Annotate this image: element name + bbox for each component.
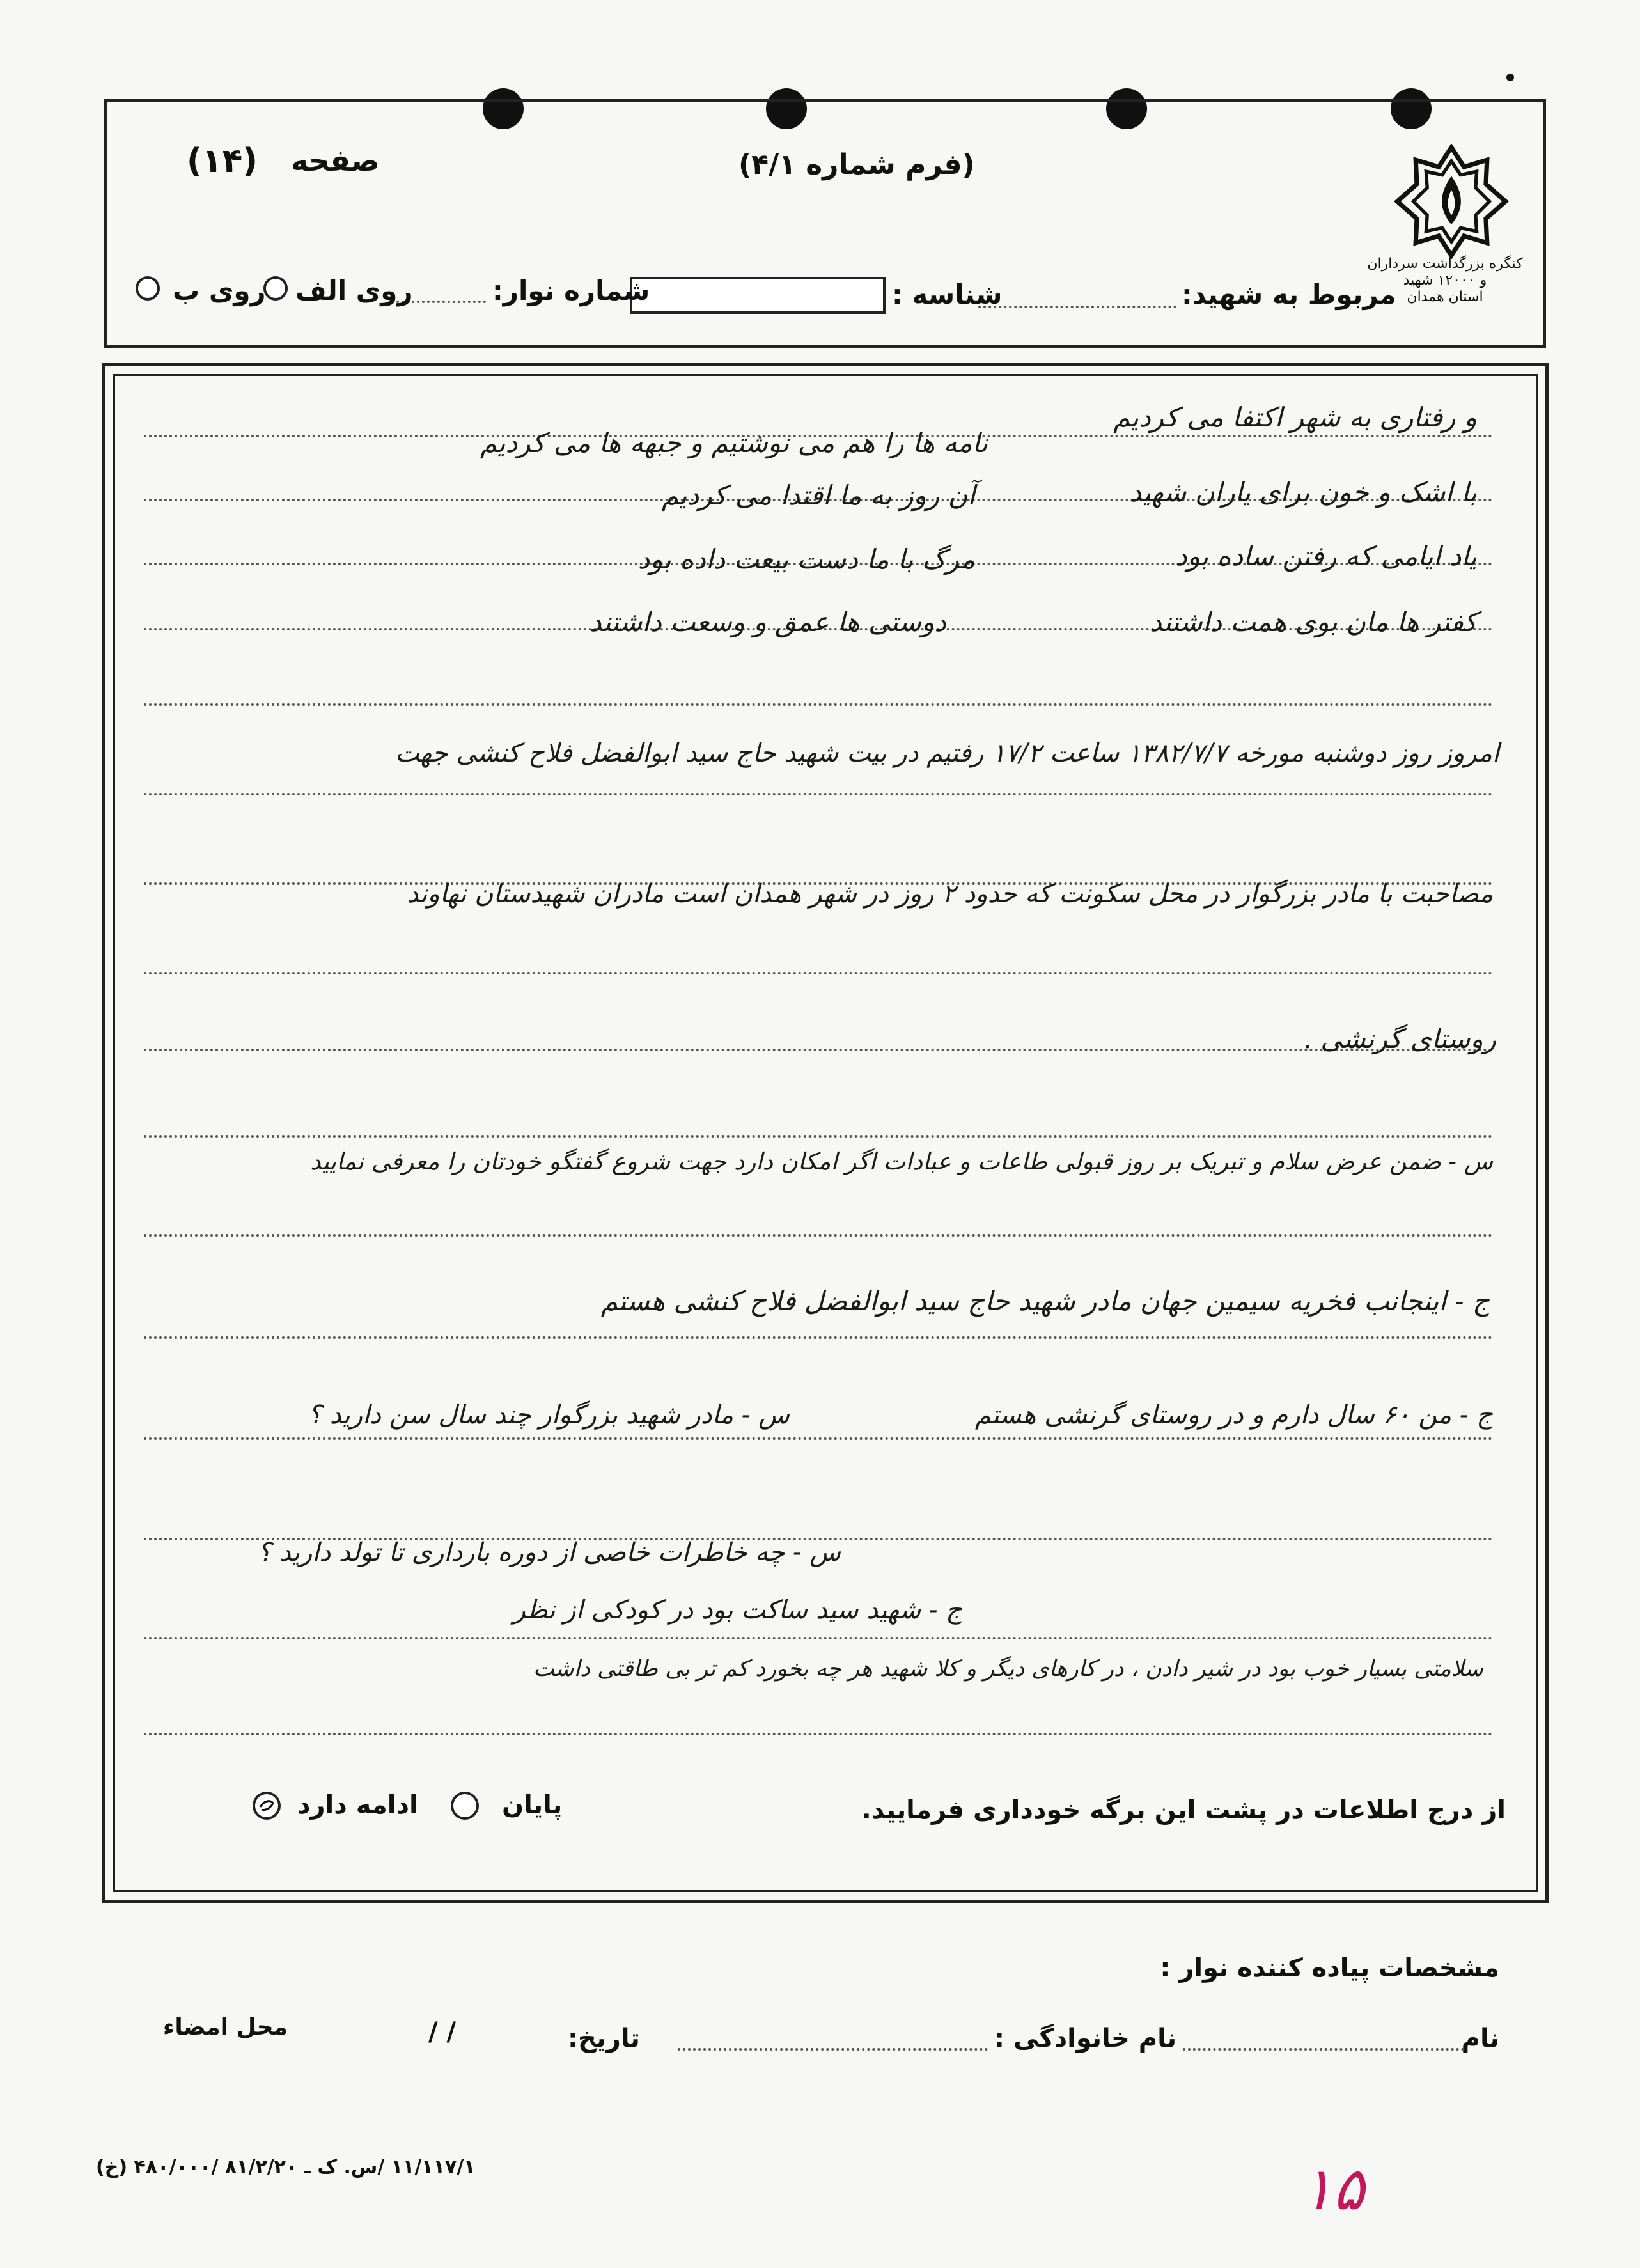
signature-label: محل امضاء xyxy=(163,2014,288,2040)
page-number: (۱۴) xyxy=(187,142,258,180)
handwritten-answer: ج - شهید سید ساکت بود در کودکی از نظر xyxy=(513,1595,962,1625)
ruled-line xyxy=(144,972,1493,974)
continues-radio[interactable] xyxy=(253,1792,281,1820)
logo-caption: کنگره بزرگداشت سرداران و ۱۲۰۰۰ شهید استان همدان xyxy=(1367,256,1523,305)
name-field[interactable] xyxy=(1183,2048,1464,2051)
end-label: پایان xyxy=(502,1790,563,1820)
handwritten-question: س - چه خاطرات خاصی از دوره بارداری تا تولد دارید ؟ xyxy=(257,1538,841,1567)
date-field[interactable]: / / xyxy=(428,2017,457,2047)
back-side-notice: از درج اطلاعات در پشت این برگه خودداری فرمایید. xyxy=(861,1795,1506,1825)
ruled-line xyxy=(144,793,1493,795)
handwritten-line: نامه ها را هم می نوشتیم و جبهه ها می کردیم xyxy=(480,427,988,458)
side-b-label: روی ب xyxy=(173,275,266,306)
handwritten-line: روستای گرنشی . xyxy=(1303,1023,1496,1054)
tape-number-label: شماره نوار: xyxy=(492,275,650,306)
handwritten-answer: سلامتی بسیار خوب بود در شیر دادن ، در کارهای دیگر و کلا شهید هر چه بخورد کم تر بی طاقتی داشت xyxy=(533,1656,1483,1682)
ruled-line xyxy=(144,1049,1493,1051)
martyr-label: مربوط به شهید: xyxy=(1182,279,1396,310)
handwritten-line: امروز روز دوشنبه مورخه ۱۳۸۲/۷/۷ ساعت ۱۷/۲ رفتیم در بیت شهید حاج سید ابوالفضل فلاح کنشی جهت xyxy=(394,739,1499,768)
ruled-line xyxy=(144,1637,1493,1639)
page-label: صفحه xyxy=(291,143,380,178)
check-mark-icon xyxy=(255,1794,278,1817)
handwritten-answer: ج - من ۶۰ سال دارم و در روستای گرنشی هستم xyxy=(974,1400,1493,1430)
handwritten-line: آن روز به ما اقتدا می کردیم xyxy=(661,480,975,511)
emblem-icon xyxy=(1394,144,1509,259)
ruled-line xyxy=(144,1336,1493,1339)
handwritten-line: یاد ایامی که رفتن ساده بود xyxy=(1175,540,1477,572)
id-field[interactable] xyxy=(630,277,886,314)
handwritten-line: با اشک و خون برای یاران شهید xyxy=(1129,476,1477,508)
family-name-label: نام خانوادگی : xyxy=(994,2024,1177,2053)
corner-mark xyxy=(1506,74,1514,81)
date-label: تاریخ: xyxy=(568,2024,640,2053)
continues-label: ادامه دارد xyxy=(297,1790,418,1820)
handwritten-line: مصاحبت با مادر بزرگوار در محل سکونت که حدود ۲ روز در شهر همدان است مادران شهیدستان نهاوند xyxy=(407,879,1493,909)
form-title: (فرم شماره ۴/۱) xyxy=(738,148,975,181)
handwritten-line: و رفتاری به شهر اکتفا می کردیم xyxy=(1113,402,1477,433)
side-b-radio[interactable] xyxy=(136,276,160,301)
ruled-line xyxy=(144,1733,1493,1735)
handwritten-page-number: ۱۵ xyxy=(1301,2155,1364,2223)
handwritten-question: س - مادر شهید بزرگوار چند سال سن دارید ؟ xyxy=(308,1400,790,1430)
ruled-line xyxy=(144,1135,1493,1138)
ruled-line xyxy=(144,1234,1493,1237)
id-label: شناسه : xyxy=(892,279,1003,310)
ruled-line xyxy=(144,703,1493,706)
family-name-field[interactable] xyxy=(678,2048,988,2051)
name-label: نام xyxy=(1461,2024,1499,2053)
ruled-line xyxy=(144,1437,1493,1440)
martyr-field[interactable] xyxy=(978,306,1176,308)
transcriber-section-title: مشخصات پیاده کننده نوار : xyxy=(1160,1953,1499,1983)
handwritten-line: مرگ با ما دست بیعت داده بود xyxy=(637,544,975,575)
side-a-radio[interactable] xyxy=(263,276,288,301)
form-code: ۱۱/۱۱۷/۱ /س. ک ـ ۸۱/۲/۲۰ /۴۸۰/۰۰۰ (خ) xyxy=(96,2156,476,2178)
handwritten-line: کفتر ها مان بوی همت داشتند xyxy=(1150,606,1477,637)
handwritten-question: س - ضمن عرض سلام و تبریک بر روز قبولی طاعات و عبادات اگر امکان دارد جهت شروع گفتگو خودتان را معرفی نمایید xyxy=(310,1148,1493,1175)
handwritten-line: دوستی ها عمق و وسعت داشتند xyxy=(589,606,946,637)
handwritten-answer: ج - اینجانب فخریه سیمین جهان مادر شهید حاج سید ابوالفضل فلاح کنشی هستم xyxy=(600,1285,1490,1317)
side-a-label: روی الف xyxy=(295,275,413,306)
end-radio[interactable] xyxy=(451,1792,479,1820)
